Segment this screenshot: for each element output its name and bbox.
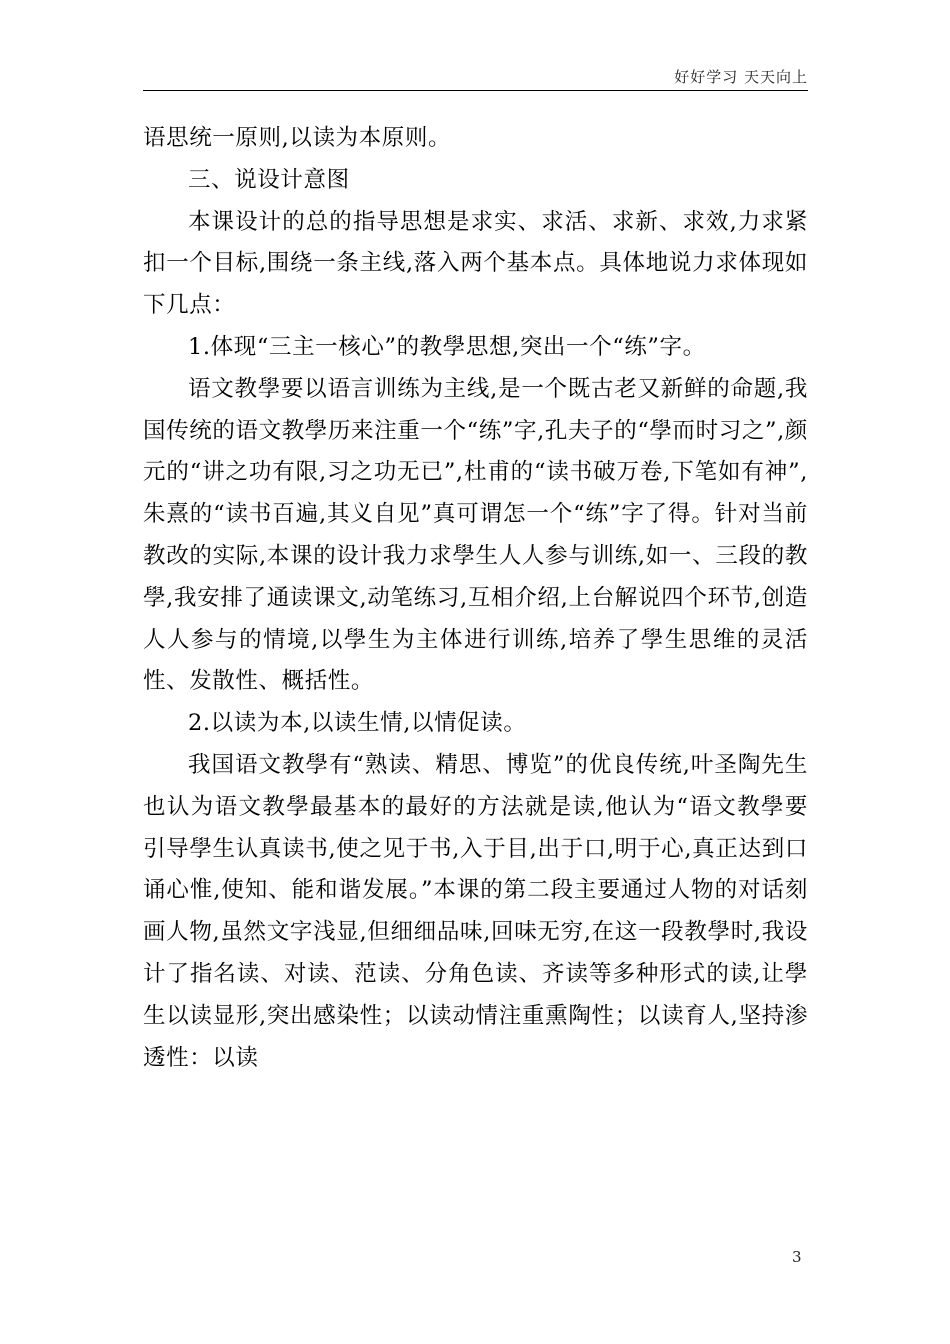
paragraph: 我国语文教學有“熟读、精思、博览”的优良传统,叶圣陶先生也认为语文教學最基本的最好的方法就是读,他认为“语文教學要引导學生认真读书,使之见于书,入于目,出于口,明于心,真正达到口诵心惟,使知、能和谐发展。”本课的第二段主要通过人物的对话刻画人物,虽然文字浅显,但细细品味,回味无穷,在这一段教學时,我设计了指名读、对读、范读、分角色读、齐读等多种形式的读,让學生以读显形,突出感染性；以读动情注重熏陶性；以读育人,坚持渗透性：以读	[143, 751, 808, 1071]
subsection-heading: 2.以读为本,以读生情,以情促读。	[188, 710, 527, 737]
page-number: 3	[792, 1248, 802, 1266]
section-heading: 三、说设计意图	[188, 166, 350, 193]
header-motto: 好好学习 天天向上	[674, 68, 808, 86]
paragraph: 语文教學要以语言训练为主线,是一个既古老又新鲜的命题,我国传统的语文教學历来注重一个“练”字,孔夫子的“學而时习之”,颜元的“讲之功有限,习之功无已”,杜甫的“读书破万卷,下笔如有神”,朱熹的“读书百遍,其义自见”真可谓怎一个“练”字了得。针对当前教改的实际,本课的设计我力求學生人人参与训练,如一、三段的教學,我安排了通读课文,动笔练习,互相介绍,上台解说四个环节,创造人人参与的情境,以學生为主体进行训练,培养了學生思维的灵活性、发散性、概括性。	[143, 375, 808, 695]
paragraph: 本课设计的总的指导思想是求实、求活、求新、求效,力求紧扣一个目标,围绕一条主线,落入两个基本点。具体地说力求体现如下几点：	[143, 208, 808, 319]
page-header	[143, 62, 808, 91]
paragraph: 语思统一原则,以读为本原则。	[143, 125, 452, 151]
document-body	[143, 118, 808, 1079]
subsection-heading: 1.体现“三主一核心”的教學思想,突出一个“练”字。	[188, 333, 706, 360]
